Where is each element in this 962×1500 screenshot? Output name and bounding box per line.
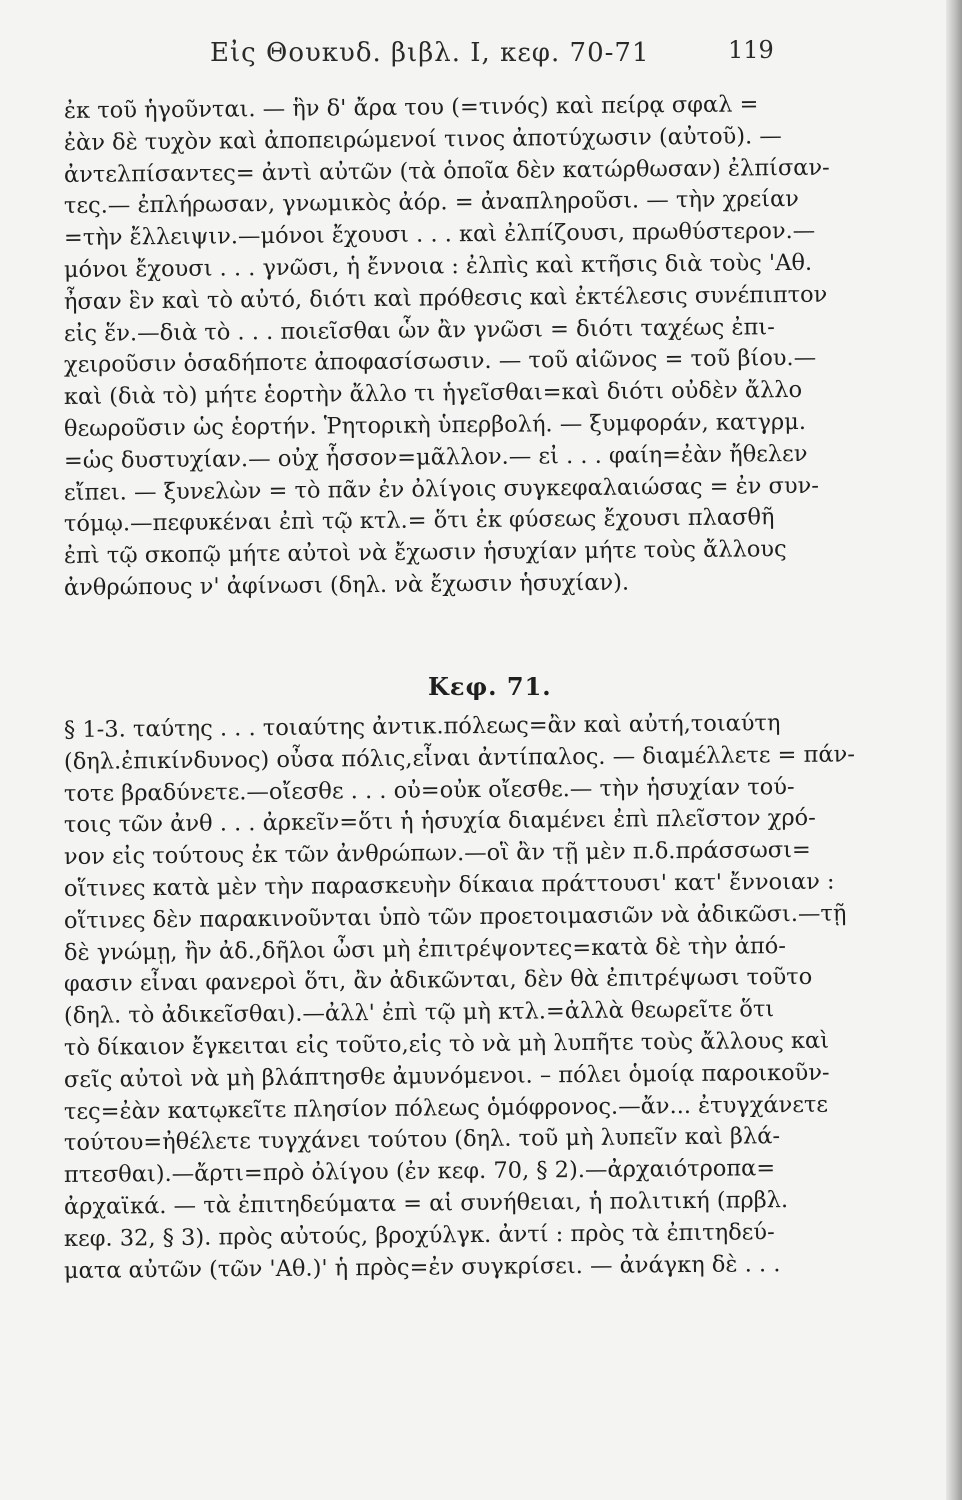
text-line: ἀρχαϊκά. — τὰ ἐπιτηδεύματα = αἱ συνήθειαι, ἡ πολιτική (πρβλ. bbox=[63, 1187, 789, 1220]
text-line: σεῖς αὐτοὶ νὰ μὴ βλάπτησθε ἀμυνόμενοι. – πόλει ὁμοίᾳ παροικοῦν- bbox=[63, 1059, 830, 1093]
text-line: ματα αὐτῶν (τῶν 'Αθ.)' ἡ πρὸς=ἐν συγκρίσει. — ἀνάγκη δὲ . . . bbox=[63, 1250, 781, 1284]
text-line: ἀντελπίσαντες= ἀντὶ αὐτῶν (τὰ ὁποῖα δὲν κατώρθωσαν) ἐλπίσαν- bbox=[63, 154, 830, 188]
running-header: Εἰς Θουκυδ. βιβλ. I, κεφ. 70-71 bbox=[210, 38, 650, 68]
text-line: ἐκ τοῦ ἡγοῦνται. — ἣν δ' ἄρα του (=τινός) καὶ πείρᾳ σφαλ = bbox=[63, 91, 759, 124]
chapter-heading: Κεφ. 71. bbox=[428, 672, 552, 701]
text-line: ἀνθρώπους ν' ἀφίνωσι (δηλ. νὰ ἔχωσιν ἡσυχίαν). bbox=[63, 569, 630, 601]
text-line: θεωροῦσιν ὡς ἑορτήν. Ῥητορικὴ ὑπερβολή. — ξυμφοράν, κατγρμ. bbox=[63, 408, 807, 442]
text-line: τοις τῶν ἀνθ . . . ἀρκεῖν=ὅτι ἡ ἡσυχία διαμένει ἐπὶ πλεῖστον χρό- bbox=[63, 805, 816, 839]
text-line: μόνοι ἔχουσι . . . γνῶσι, ἡ ἔννοια : ἐλπὶς καὶ κτῆσις διὰ τοὺς 'Αθ. bbox=[63, 249, 813, 283]
text-line: =τὴν ἔλλειψιν.—μόνοι ἔχουσι . . . καὶ ἐλπίζουσι, πρωθύστερον.— bbox=[63, 217, 816, 252]
text-line: οἵτινες κατὰ μὲν τὴν παρασκευὴν δίκαια πράττουσι' κατ' ἔννοιαν : bbox=[63, 868, 835, 902]
text-line: τούτου=ἠθέλετε τυγχάνει τούτου (δηλ. τοῦ μὴ λυπεῖν καὶ βλά- bbox=[63, 1123, 781, 1157]
commentary-block-ch70 bbox=[63, 91, 830, 605]
text-line: (δηλ.ἐπικίνδυνος) οὖσα πόλις,εἶναι ἀντίπαλος. — διαμέλλετε = πάν- bbox=[63, 741, 855, 775]
text-line: εἴπει. — ξυνελὼν = τὸ πᾶν ἐν ὀλίγοις συγκεφαλαιώσας = ἐν συν- bbox=[63, 472, 820, 506]
text-line: τὸ δίκαιον ἔγκειται εἰς τοῦτο,εἰς τὸ νὰ μὴ λυπῆτε τοὺς ἄλλους καὶ bbox=[63, 1027, 830, 1061]
commentary-block-ch71 bbox=[63, 710, 855, 1287]
text-line: τες.— ἐπλήρωσαν, γνωμικὸς ἀόρ. = ἀναπληροῦσι. — τὴν χρείαν bbox=[63, 186, 800, 220]
page-spine-shadow bbox=[946, 0, 962, 1500]
text-line: δὲ γνώμῃ, ἢν ἀδ.,δῆλοι ὦσι μὴ ἐπιτρέψοντες=κατὰ δὲ τὴν ἀπό- bbox=[63, 932, 786, 966]
text-line: κεφ. 32, § 3). πρὸς αὐτούς, βροχύλγκ. ἀντί : πρὸς τὰ ἐπιτηδεύ- bbox=[63, 1218, 775, 1252]
text-line: φασιν εἶναι φανεροὶ ὅτι, ἂν ἀδικῶνται, δὲν θὰ ἐπιτρέψωσι τοῦτο bbox=[63, 964, 813, 998]
text-line: ἐὰν δὲ τυχὸν καὶ ἀποπειρώμενοί τινος ἀποτύχωσιν (αὐτοῦ). — bbox=[63, 122, 782, 156]
text-line: § 1-3. ταύτης . . . τοιαύτης ἀντικ.πόλεως=ἂν καὶ αὐτή,τοιαύτη bbox=[63, 710, 781, 743]
page-number: 119 bbox=[728, 36, 774, 64]
text-line: (δηλ. τὸ ἀδικεῖσθαι).—ἀλλ' ἐπὶ τῷ μὴ κτλ.=ἀλλὰ θεωρεῖτε ὅτι bbox=[63, 996, 775, 1030]
text-line: τόμῳ.—πεφυκέναι ἐπὶ τῷ κτλ.= ὅτι ἐκ φύσεως ἔχουσι πλασθῆ bbox=[63, 504, 775, 538]
text-line: πτεσθαι).—ἄρτι=πρὸ ὀλίγου (ἐν κεφ. 70, § 2).—ἀρχαιότροπα= bbox=[63, 1155, 776, 1189]
text-line: νον εἰς τούτους ἐκ τῶν ἀνθρώπων.—οἳ ἂν τῇ μὲν π.δ.πράσσωσι= bbox=[63, 837, 811, 871]
text-line: ἐπὶ τῷ σκοπῷ μήτε αὐτοὶ νὰ ἔχωσιν ἡσυχίαν μήτε τοὺς ἄλλους bbox=[63, 536, 787, 570]
text-line: ἦσαν ἓν καὶ τὸ αὐτό, διότι καὶ πρόθεσις καὶ ἐκτέλεσις συνέπιπτον bbox=[63, 281, 828, 315]
text-line: οἵτινες δὲν παρακινοῦνται ὑπὸ τῶν προετοιμασιῶν νὰ ἀδικῶσι.—τῇ bbox=[63, 900, 847, 934]
text-line: =ὡς δυστυχίαν.— οὐχ ἧσσον=μᾶλλον.— εἰ . . . φαίη=ἐὰν ἤθελεν bbox=[63, 440, 808, 474]
text-line: εἰς ἕν.—διὰ τὸ . . . ποιεῖσθαι ὧν ἂν γνῶσι = διότι ταχέως ἐπι- bbox=[63, 313, 775, 347]
text-line: χειροῦσιν ὁσαδήποτε ἀποφασίσωσιν. — τοῦ αἰῶνος = τοῦ βίου.— bbox=[63, 345, 817, 379]
text-line: τοτε βραδύνετε.—οἴεσθε . . . οὐ=οὐκ οἴεσθε.— τὴν ἡσυχίαν τού- bbox=[63, 773, 795, 807]
text-line: τες=ἐὰν κατῳκεῖτε πλησίον πόλεως ὁμόφρονος.—ἄν... ἐτυγχάνετε bbox=[63, 1091, 829, 1125]
text-line: καὶ (διὰ τὸ) μήτε ἑορτὴν ἄλλο τι ἡγεῖσθαι=καὶ διότι οὐδὲν ἄλλο bbox=[63, 377, 803, 411]
